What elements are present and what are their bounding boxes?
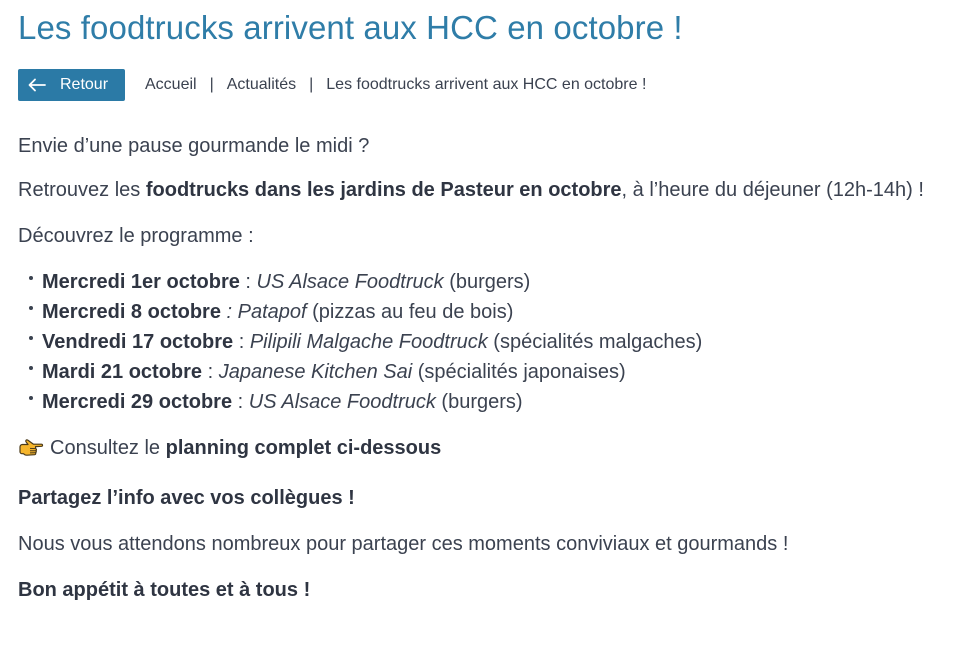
program-item — [18, 267, 948, 297]
planning-note — [18, 433, 948, 467]
back-button[interactable] — [18, 69, 125, 101]
program-separator: : — [233, 331, 250, 353]
program-date: Mardi 21 octobre — [42, 361, 203, 383]
article-intro — [18, 175, 948, 205]
program-item — [18, 357, 948, 387]
program-separator: : — [239, 271, 257, 293]
closing-note — [18, 575, 948, 605]
program-item — [18, 327, 948, 357]
share-note — [18, 483, 948, 513]
program-description: (burgers) — [443, 271, 531, 293]
share-text: Partagez l’info avec vos collègues ! — [18, 487, 355, 509]
intro-text-end: , à l’heure du déjeuner (12h-14h) ! — [621, 179, 924, 201]
breadcrumb-separator: | — [209, 76, 214, 93]
program-description: (spécialités malgaches) — [487, 331, 703, 353]
back-button-label: Retour — [60, 76, 109, 93]
breadcrumb-news[interactable]: Actualités — [226, 76, 297, 93]
nav-row — [18, 69, 948, 101]
waiting-note: Nous vous attendons nombreux pour partager ces moments conviviaux et gourmands ! — [18, 533, 789, 555]
program-truck: Japanese Kitchen Sai — [218, 361, 413, 383]
program-date: Vendredi 17 octobre — [42, 331, 234, 353]
article-lead: Envie d’une pause gourmande le midi ? — [18, 135, 370, 157]
program-item — [18, 387, 948, 417]
closing-text: Bon appétit à toutes et à tous ! — [18, 579, 311, 601]
program-date: Mercredi 29 octobre — [42, 391, 233, 413]
breadcrumb-current: Les foodtrucks arrivent aux HCC en octobre ! — [326, 76, 647, 93]
page-title: Les foodtrucks arrivent aux HCC en octobre ! — [18, 9, 683, 46]
program-truck: : Patapof — [226, 301, 307, 323]
program-truck: US Alsace Foodtruck — [256, 271, 444, 293]
planning-highlight: planning complet ci-dessous — [165, 437, 442, 459]
program-heading: Découvrez le programme : — [18, 225, 254, 247]
breadcrumb-home[interactable]: Accueil — [145, 76, 197, 93]
program-separator: : — [202, 361, 219, 383]
program-date: Mercredi 1er octobre — [42, 271, 240, 293]
arrow-left-icon — [28, 78, 46, 92]
program-item — [18, 297, 948, 327]
breadcrumb-separator: | — [309, 76, 314, 93]
pointing-hand-icon — [18, 437, 44, 467]
intro-highlight: foodtrucks dans les jardins de Pasteur en octobre — [145, 179, 622, 201]
program-description: (spécialités japonaises) — [412, 361, 626, 383]
page — [18, 0, 948, 621]
program-list — [18, 267, 948, 417]
program-description: (pizzas au feu de bois) — [306, 301, 514, 323]
article-content — [18, 131, 948, 605]
planning-text: Consultez le — [50, 437, 166, 459]
program-description: (burgers) — [435, 391, 523, 413]
breadcrumb — [145, 76, 646, 94]
program-separator: : — [232, 391, 249, 413]
intro-text: Retrouvez les — [18, 179, 146, 201]
program-truck: Pilipili Malgache Foodtruck — [249, 331, 488, 353]
program-truck: US Alsace Foodtruck — [248, 391, 436, 413]
program-date: Mercredi 8 octobre — [42, 301, 221, 323]
